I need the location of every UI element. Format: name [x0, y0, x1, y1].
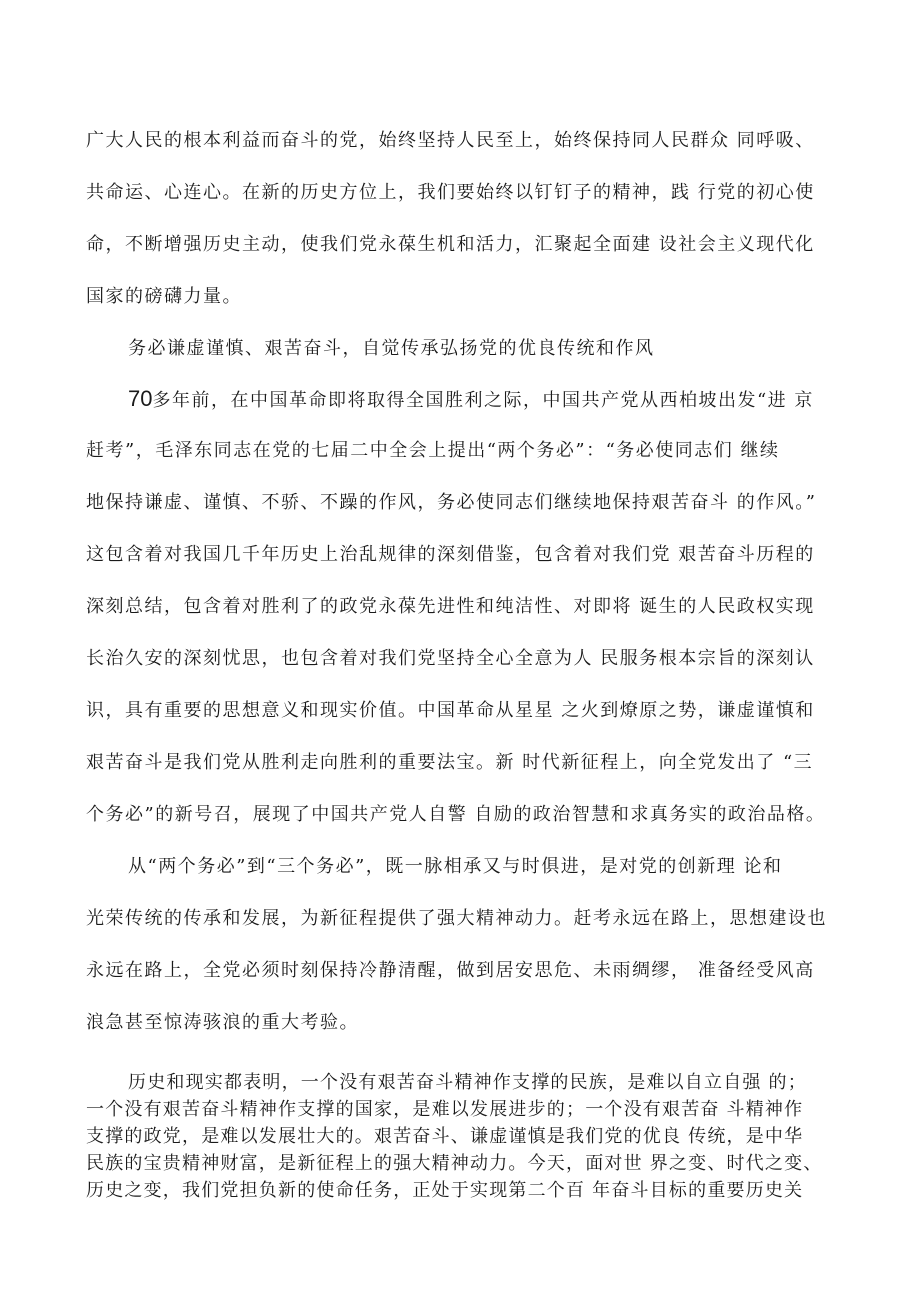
paragraph-line: 深刻总结，包含着对胜利了的政党永葆先进性和纯洁性、对即将 诞生的人民政权实现 [86, 596, 815, 617]
paragraph-line: 长治久安的深刻忧思，也包含着对我们党坚持全心全意为人 民服务根本宗旨的深刻认 [86, 648, 815, 669]
paragraph-line: 光荣传统的传承和发展，为新征程提供了强大精神动力。赶考永远在路上，思想建设也 [86, 908, 827, 929]
paragraph-line: 识，具有重要的思想意义和现实价值。中国革命从星星 之火到燎原之势，谦虚谨慎和 [86, 700, 815, 721]
paragraph-first-line: 历史和现实都表明，一个没有艰苦奋斗精神作支撑的民族，是难以自立自强 的； [128, 1072, 807, 1093]
paragraph-line: 一个没有艰苦奋斗精神作支撑的国家，是难以发展进步的；一个没有艰苦奋 斗精神作 [86, 1099, 804, 1120]
paragraph-line: 个务必”的新号召，展现了中国共产党人自警 自励的政治智慧和求真务实的政治品格。 [86, 804, 826, 825]
paragraph-text: 多年前，在中国革命即将取得全国胜利之际，中国共产党从西柏坡出发“进 京 [152, 390, 814, 411]
section-heading: 务必谦虚谨慎、艰苦奋斗，自觉传承弘扬党的优良传统和作风 [128, 338, 655, 359]
paragraph-line: 浪急甚至惊涛骇浪的重大考验。 [86, 1012, 359, 1033]
paragraph-line: 艰苦奋斗是我们党从胜利走向胜利的重要法宝。新 时代新征程上，向全党发出了 “三 [86, 752, 814, 773]
paragraph-line: 赶考”，毛泽东同志在党的七届二中全会上提出“两个务必”：“务必使同志们 继续 [86, 440, 780, 461]
paragraph-first-line [128, 387, 814, 413]
paragraph-line: 历史之变，我们党担负新的使命任务，正处于实现第二个百 年奋斗目标的重要历史关 [86, 1180, 804, 1201]
paragraph-line: 民族的宝贵精神财富，是新征程上的强大精神动力。今天，面对世 界之变、时代之变、 [86, 1153, 823, 1174]
paragraph-line: 永远在路上，全党必须时刻保持冷静清醒，做到居安思危、未雨绸缪， 准备经受风高 [86, 960, 815, 981]
year-number: 70 [128, 386, 153, 411]
paragraph-line: 广大人民的根本利益而奋斗的党，始终坚持人民至上，始终保持同人民群众 同呼吸、 [86, 130, 815, 151]
paragraph-line: 支撑的政党，是难以发展壮大的。艰苦奋斗、谦虚谨慎是我们党的优良 传统，是中华 [86, 1126, 804, 1147]
paragraph-line: 命，不断增强历史主动，使我们党永葆生机和活力，汇聚起全面建 设社会主义现代化 [86, 234, 815, 255]
paragraph-line: 地保持谦虚、谨慎、不骄、不躁的作风，务必使同志们继续地保持艰苦奋斗 的作风。” [86, 492, 817, 513]
paragraph-line: 这包含着对我国几千年历史上治乱规律的深刻借鉴，包含着对我们党 艰苦奋斗历程的 [86, 544, 815, 565]
paragraph-line: 国家的磅礴力量。 [86, 286, 242, 307]
paragraph-first-line: 从“两个务必”到“三个务必”，既一脉相承又与时俱进，是对党的创新理 论和 [128, 856, 783, 877]
paragraph-line: 共命运、心连心。在新的历史方位上，我们要始终以钉钉子的精神，践 行党的初心使 [86, 182, 815, 203]
